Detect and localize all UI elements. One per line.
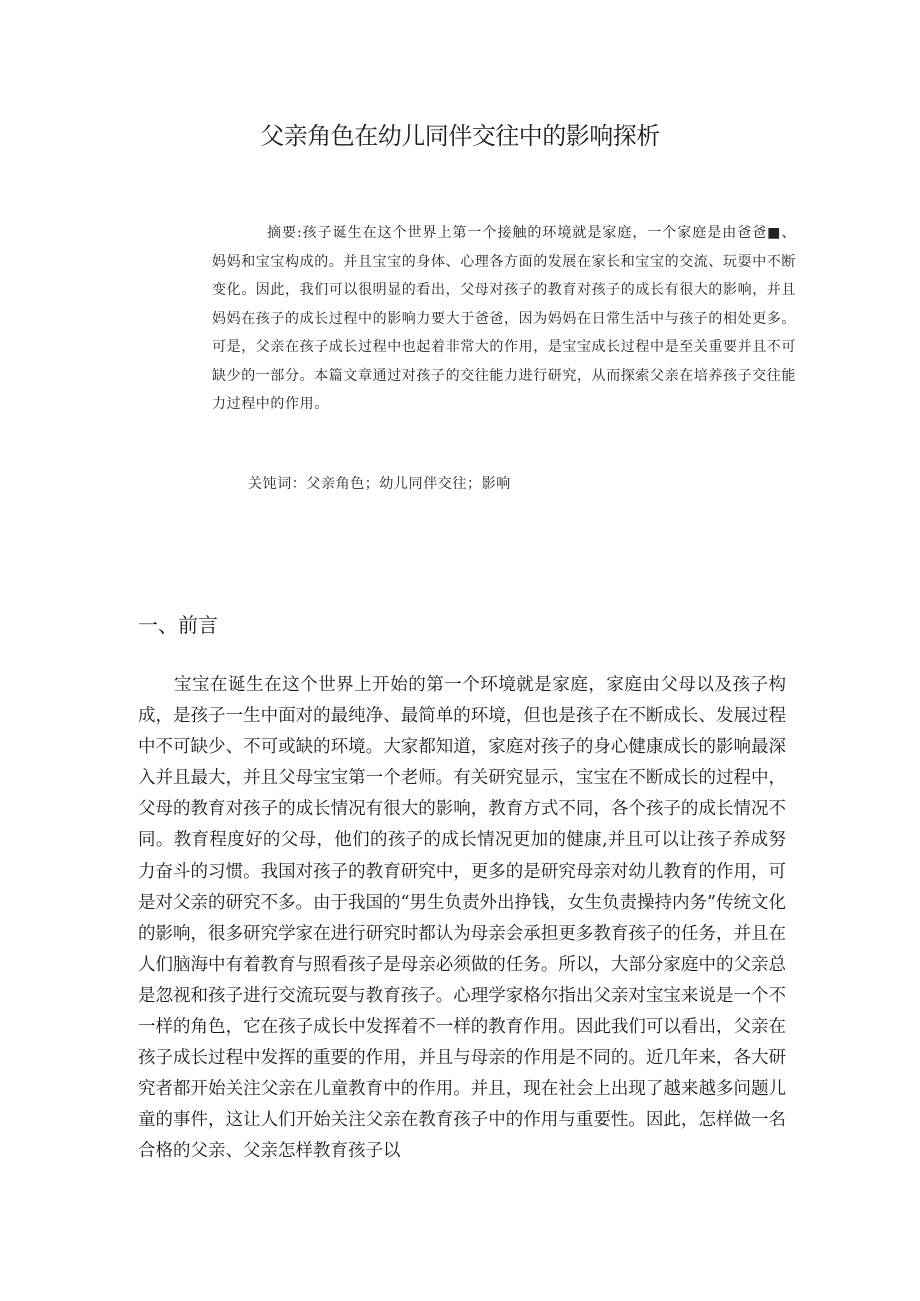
document-title: 父亲角色在幼儿同伴交往中的影响探析 — [260, 122, 660, 150]
abstract-paragraph: 摘要:孩子诞生在这个世界上第一个接触的环境就是家庭，一个家庭是由爸爸■、妈妈和宝宝构成的。并且宝宝的身体、心理各方面的发展在家长和宝宝的交流、玩耍中不断变化。因此，我们可以很明显的看出，父母对孩子的教育对孩子的成长有很大的影响，并且妈妈在孩子的成长过程中的影响力要大于爸爸，因为妈妈在日常生活中与孩子的相处更多。可是，父亲在孩子成长过程中也起着非常大的作用，是宝宝成长过程中是至关重要并且不可缺少的一部分。本篇文章通过对孩子的交往能力进行研究，从而探索父亲在培养孩子交往能力过程中的作用。 — [212, 225, 796, 412]
keywords-line: 关饨词：父亲角色；幼儿同伴交往；影响 — [248, 476, 511, 492]
section-heading: 一、前言 — [138, 613, 218, 637]
body-paragraph: 宝宝在诞生在这个世界上开始的第一个环境就是家庭，家庭由父母以及孩子构成，是孩子一生中面对的最纯净、最简单的环境，但也是孩子在不断成长、发展过程中不可缺少、不可或缺的环境。大家都知道，家庭对孩子的身心健康成长的影响最深入并且最大，并且父母宝宝第一个老师。有关研究显示，宝宝在不断成长的过程中，父母的教育对孩子的成长情况有很大的影响，教育方式不同，各个孩子的成长情况不同。教育程度好的父母，他们的孩子的成长情况更加的健康,并且可以让孩子养成努力奋斗的习惯。我国对孩子的教育研究中，更多的是研究母亲对幼儿教育的作用，可是对父亲的研究不多。由于我国的“男生负责外出挣钱，女生负责操持内务”传统文化的影响，很多研究学家在进行研究时都认为母亲会承担更多教育孩子的任务，并且在人们脑海中有着教育与照看孩子是母亲必须做的任务。所以，大部分家庭中的父亲总是忽视和孩子进行交流玩耍与教育孩子。心理学家格尔指出父亲对宝宝来说是一个不一样的角色，它在孩子成长中发挥着不一样的教育作用。因此我们可以看出，父亲在孩子成长过程中发挥的重要的作用，并且与母亲的作用是不同的。近几年来，各大研究者都开始关注父亲在儿童教育中的作用。并且，现在社会上出现了越来越多问题儿童的事件，这让人们开始关注父亲在教育孩子中的作用与重要性。因此，怎样做一名合格的父亲、父亲怎样教育孩子以 — [138, 675, 786, 1162]
